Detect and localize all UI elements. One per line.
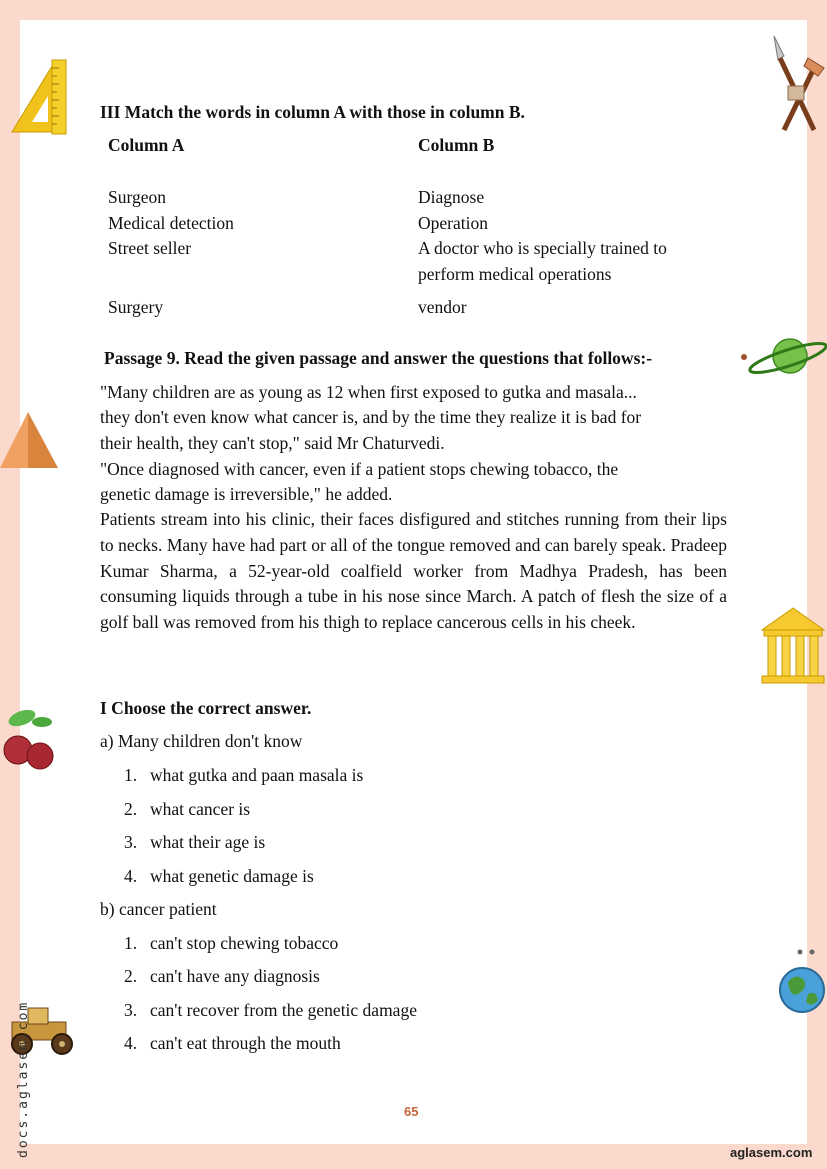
passage-line-1: "Many children are as young as 12 when first exposed to gutka and masala...	[100, 382, 637, 402]
question-b-option-3: 3. can't recover from the genetic damage	[124, 1000, 417, 1020]
column-a-header: Column A	[108, 135, 185, 155]
footer-site-label: aglasem.com	[730, 1145, 813, 1160]
earth-globe-icon	[776, 946, 827, 1020]
match-b-4: vendor	[418, 297, 467, 317]
passage-line-4: "Once diagnosed with cancer, even if a patient stops chewing tobacco, the	[100, 459, 619, 479]
match-a-3: Street seller	[108, 238, 192, 258]
pyramid-icon	[0, 410, 60, 470]
question-b-option-2: 2. can't have any diagnosis	[124, 966, 320, 986]
question-b-option-1: 1. can't stop chewing tobacco	[124, 933, 339, 953]
match-b-2: Operation	[418, 213, 488, 233]
match-a-1: Surgeon	[108, 187, 167, 207]
passage-line-3: their health, they can't stop," said Mr Chaturvedi.	[100, 433, 445, 453]
question-a-option-4: 4. what genetic damage is	[124, 866, 314, 886]
set-square-ruler-icon	[2, 58, 68, 136]
vintage-car-icon	[2, 1000, 84, 1060]
page-number: 65	[404, 1104, 419, 1119]
passage-paragraph: Patients stream into his clinic, their faces disfigured and stitches running from their lips to necks. Many have had part or all of the tongue removed and can barely speak. Pradeep Kumar Sharma, a 52-year-old coalfield worker from Madhya Pradesh, has been consuming liquids through a tube in his nose since March. A patch of flesh the size of a golf ball was removed from his thigh to replace cancerous cells in his cheek.	[100, 509, 727, 633]
planet-saturn-icon	[738, 330, 827, 386]
stone-tools-icon	[766, 34, 826, 134]
passage-heading: Passage 9. Read the given passage and answer the questions that follows:-	[104, 348, 653, 368]
berries-icon	[0, 706, 60, 778]
passage-line-2: they don't even know what cancer is, and by the time they realize it is bad for	[100, 407, 642, 427]
question-a-option-2: 2. what cancer is	[124, 799, 251, 819]
column-b-header: Column B	[418, 135, 495, 155]
question-a-stem: a) Many children don't know	[100, 731, 303, 751]
question-a-option-1: 1. what gutka and paan masala is	[124, 765, 364, 785]
match-heading: III Match the words in column A with those in column B.	[100, 102, 525, 122]
side-watermark: docs.aglasem.com	[16, 1000, 31, 1158]
question-b-stem: b) cancer patient	[100, 899, 217, 919]
question-b-option-4: 4. can't eat through the mouth	[124, 1033, 341, 1053]
passage-line-5: genetic damage is irreversible," he added.	[100, 484, 393, 504]
question-a-option-3: 3. what their age is	[124, 832, 266, 852]
match-a-4: Surgery	[108, 297, 164, 317]
match-b-3: A doctor who is specially trained to	[418, 238, 667, 258]
match-b-1: Diagnose	[418, 187, 485, 207]
questions-heading: I Choose the correct answer.	[100, 698, 312, 718]
match-a-2: Medical detection	[108, 213, 234, 233]
temple-pillars-icon	[760, 606, 827, 686]
match-b-3-cont: perform medical operations	[418, 264, 612, 284]
